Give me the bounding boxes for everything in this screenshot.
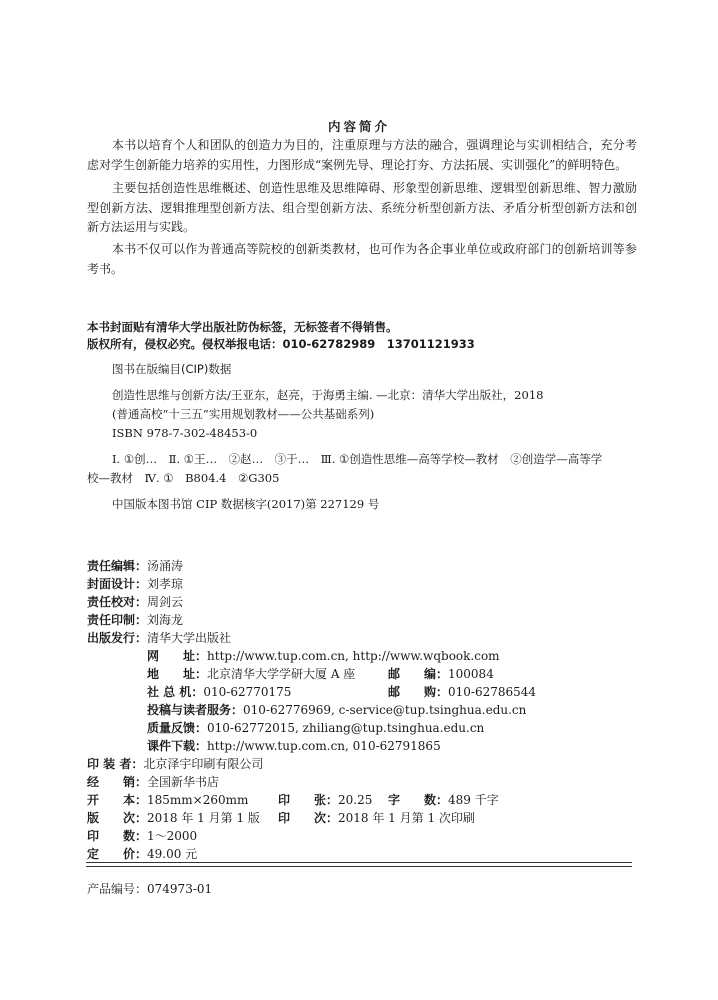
- staff-editor: [87, 557, 183, 574]
- intro-paragraph-3: 本书不仅可以作为普通高等院校的创新类教材，也可作为各企事业单位或政府部门的创新培训等参考书。: [87, 242, 637, 276]
- staff-label: 出版发行：: [87, 631, 148, 645]
- publisher-label: 地 址：: [147, 667, 208, 681]
- publisher-value: http://www.tup.com.cn, http://www.wqbook.com: [207, 649, 500, 663]
- publisher-website: [147, 647, 500, 664]
- staff-proofreader: [87, 593, 183, 610]
- intro-paragraph-2: 主要包括创造性思维概述、创造性思维及思维障碍、形象型创新思维、逻辑型创新思维、智力激励型创新方法、逻辑推理型创新方法、组合型创新方法、系统分析型创新方法、矛盾分析型创新方法和创新方法运用与实践。: [87, 181, 637, 234]
- printing-value: 185mm×260mm: [147, 793, 249, 807]
- publisher-label: 社 总 机：: [147, 685, 204, 699]
- printing-sheets: [278, 791, 372, 808]
- publisher-value: 010-62776969, c-service@tup.tsinghua.edu.cn: [243, 703, 527, 717]
- printing-label: 印 张：: [278, 793, 339, 807]
- printing-label: 印 次：: [278, 811, 339, 825]
- publisher-value: 010-62786544: [448, 685, 537, 699]
- printing-edition: [87, 809, 260, 826]
- publisher-value: 010-62772015, zhiliang@tup.tsinghua.edu.cn: [207, 721, 485, 735]
- staff-value: 刘孝琼: [147, 577, 184, 591]
- printing-label: 版 次：: [87, 811, 148, 825]
- printing-label: 印 装 者：: [87, 757, 144, 771]
- intro-paragraph-1: 本书以培育个人和团队的创造力为目的，注重原理与方法的融合，强调理论与实训相结合，充分考虑对学生创新能力培养的实用性，力图形成“案例先导、理论打夯、方法拓展、实训强化”的鲜明特色。: [87, 138, 637, 172]
- printing-value: 全国新华书店: [147, 775, 220, 789]
- publisher-label: 质量反馈：: [147, 721, 208, 735]
- printing-value: 49.00 元: [147, 847, 198, 861]
- printing-format: [87, 791, 248, 808]
- printing-label: 印 数：: [87, 829, 148, 843]
- publisher-reader-service: [147, 701, 526, 718]
- staff-cover-design: [87, 575, 183, 592]
- publisher-label: 课件下载：: [147, 739, 208, 753]
- publisher-address: [147, 665, 355, 682]
- copyright-notice: 版权所有，侵权必究。侵权举报电话：010-62782989 13701121933: [87, 337, 475, 351]
- publisher-value: 100084: [448, 667, 494, 681]
- staff-label: 责任编辑：: [87, 559, 148, 573]
- printing-value: 2018 年 1 月第 1 次印刷: [338, 811, 475, 825]
- staff-value: 刘海龙: [147, 613, 184, 627]
- cip-heading: 图书在版编目(CIP)数据: [112, 362, 232, 376]
- cip-class-line-2: 校—教材 Ⅳ. ① B804.4 ②G305: [87, 471, 280, 485]
- publisher-value: 010-62770175: [203, 685, 292, 699]
- printing-label: 字 数：: [388, 793, 449, 807]
- staff-value: 清华大学出版社: [147, 631, 232, 645]
- publisher-switchboard: [147, 683, 291, 700]
- printing-value: 20.25: [338, 793, 373, 807]
- publisher-courseware-download: [147, 737, 441, 754]
- staff-label: 责任校对：: [87, 595, 148, 609]
- publisher-label: 邮 购：: [388, 685, 449, 699]
- intro-title: 内容简介: [327, 119, 390, 134]
- printing-value: 489 千字: [448, 793, 499, 807]
- publisher-mail-order: [388, 683, 536, 700]
- printing-value: 北京泽宇印刷有限公司: [143, 757, 264, 771]
- staff-value: 周剑云: [147, 595, 184, 609]
- printing-value: 1～2000: [147, 829, 198, 843]
- staff-publisher: [87, 629, 231, 646]
- product-value: 074973-01: [147, 882, 213, 896]
- printing-distributor: [87, 773, 219, 790]
- staff-label: 封面设计：: [87, 577, 148, 591]
- product-label: 产品编号：: [87, 882, 148, 896]
- anti-counterfeit-notice: 本书封面贴有清华大学出版社防伪标签，无标签者不得销售。: [87, 320, 398, 334]
- printing-price: [87, 845, 197, 862]
- staff-printing: [87, 611, 183, 628]
- printing-copies: [87, 827, 197, 844]
- printing-value: 2018 年 1 月第 1 版: [147, 811, 260, 825]
- printing-label: 开 本：: [87, 793, 148, 807]
- cip-number: 中国版本图书馆 CIP 数据核字(2017)第 227129 号: [112, 497, 380, 511]
- cip-isbn: ISBN 978-7-302-48453-0: [112, 426, 258, 440]
- printing-printer: [87, 755, 263, 772]
- publisher-value: 北京清华大学学研大厦 A 座: [207, 667, 356, 681]
- printing-label: 定 价：: [87, 847, 148, 861]
- publisher-label: 网 址：: [147, 649, 208, 663]
- staff-value: 汤涌涛: [147, 559, 184, 573]
- cip-class-line-1: Ⅰ. ①创… Ⅱ. ①王… ②赵… ③于… Ⅲ. ①创造性思维—高等学校—教材 ②创造学—高等学: [112, 452, 603, 466]
- cip-line-2: (普通高校“十三五”实用规划教材——公共基础系列): [112, 407, 375, 421]
- publisher-quality-feedback: [147, 719, 484, 736]
- publisher-postcode: [388, 665, 494, 682]
- divider-top: [86, 862, 632, 863]
- publisher-label: 投稿与读者服务：: [147, 703, 244, 717]
- printing-label: 经 销：: [87, 775, 148, 789]
- printing-impression: [278, 809, 475, 826]
- cip-line-1: 创造性思维与创新方法/王亚东，赵亮，于海勇主编. —北京：清华大学出版社，2018: [112, 388, 544, 402]
- product-code: [87, 880, 212, 897]
- publisher-label: 邮 编：: [388, 667, 449, 681]
- staff-label: 责任印制：: [87, 613, 148, 627]
- printing-word-count: [388, 791, 499, 808]
- divider-bottom: [86, 866, 632, 867]
- publisher-value: http://www.tup.com.cn, 010-62791865: [207, 739, 441, 753]
